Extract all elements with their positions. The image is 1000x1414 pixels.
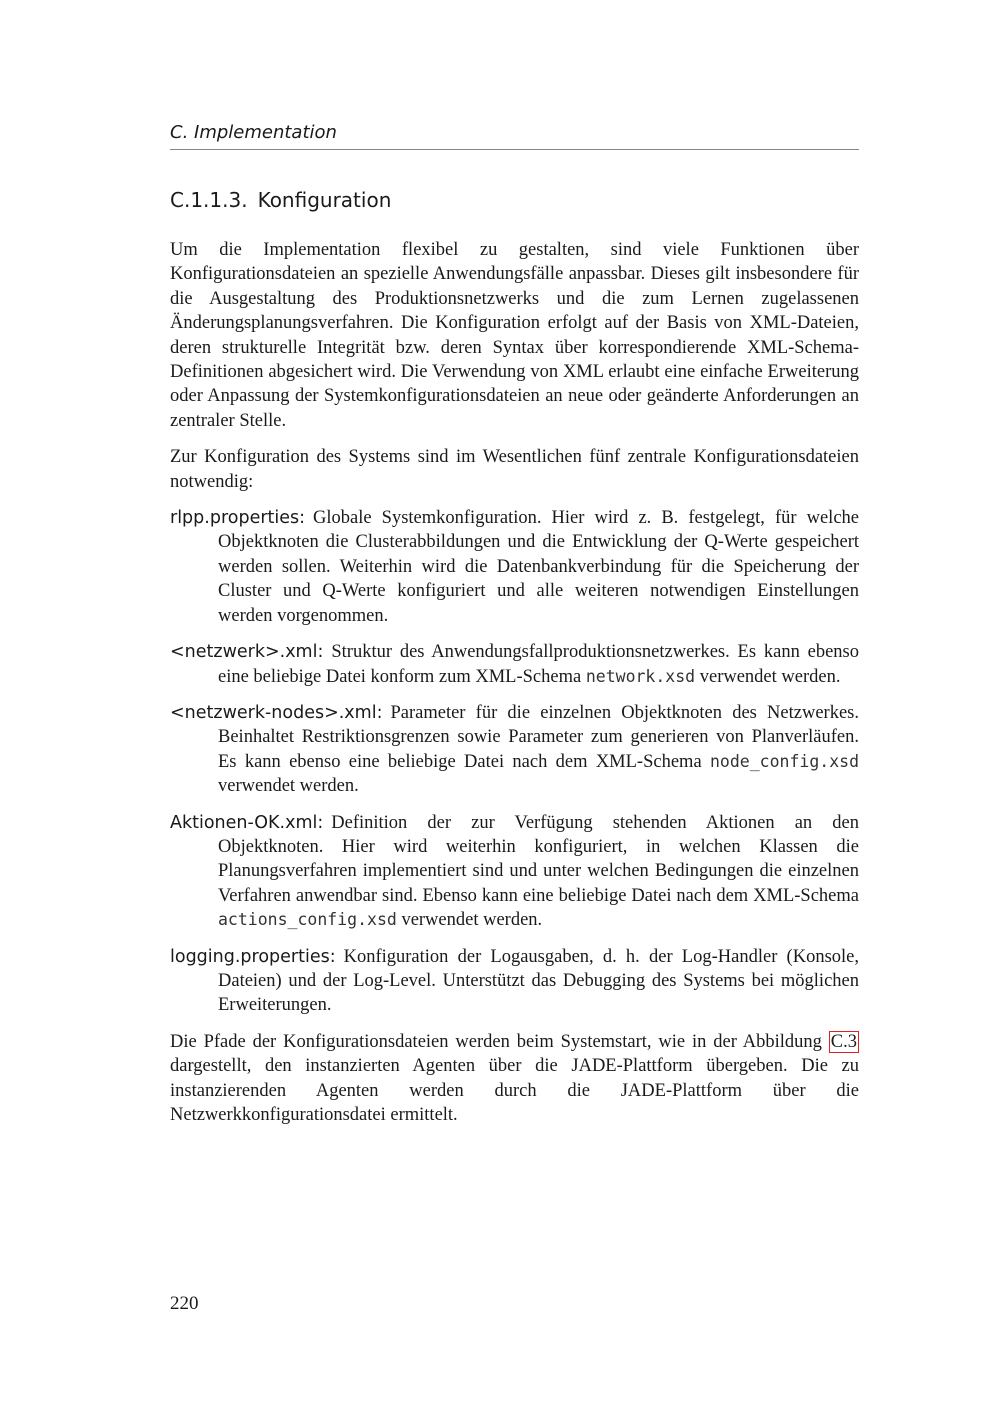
file-description: Globale Systemkonfiguration. Hier wird z. B. festgelegt, für welche Objektknoten die Clusterabbildungen und die Entwicklung der Q-Werte gespeichert werden sollen. Weiterhin wird die Datenbankverbindung für die Speicherung der Cluster und Q-Werte konfiguriert und alle weiteren notwendigen Einstellungen werden vorgenommen. bbox=[218, 508, 859, 626]
file-term: Aktionen-OK.xml: bbox=[170, 812, 324, 833]
body-text bbox=[170, 238, 859, 1139]
list-item bbox=[170, 811, 859, 933]
file-description-end: verwendet werden. bbox=[699, 666, 841, 687]
file-term: rlpp.properties: bbox=[170, 508, 306, 529]
file-term: <netzwerk-nodes>.xml: bbox=[170, 702, 383, 723]
running-title: C. Implementation bbox=[170, 122, 337, 143]
closing-paragraph bbox=[170, 1030, 859, 1128]
section-title: Konfiguration bbox=[257, 188, 392, 212]
file-description: Struktur des Anwendungsfallproduktionsnetzwerkes. Es kann ebenso eine beliebige Datei konform zum XML-Schema bbox=[218, 642, 859, 687]
schema-filename: actions_config.xsd bbox=[218, 910, 397, 930]
list-item bbox=[170, 506, 859, 628]
figure-reference-link[interactable]: C.3 bbox=[830, 1031, 857, 1052]
file-description-end: verwendet werden. bbox=[401, 910, 543, 931]
schema-filename: node_config.xsd bbox=[710, 751, 860, 771]
closing-text-start: Die Pfade der Konfigurationsdateien werden beim Systemstart, wie in der Abbildung bbox=[170, 1031, 822, 1052]
page-number: 220 bbox=[170, 1293, 199, 1314]
file-term: logging.properties: bbox=[170, 946, 336, 967]
schema-filename: network.xsd bbox=[585, 666, 696, 686]
section-heading bbox=[170, 187, 859, 213]
file-description-end: verwendet werden. bbox=[218, 776, 359, 797]
running-header bbox=[170, 122, 859, 150]
list-item bbox=[170, 945, 859, 1018]
config-file-list bbox=[170, 506, 859, 1018]
list-intro-paragraph: Zur Konfiguration des Systems sind im Wesentlichen fünf zentrale Konfigurationsdateien notwendig: bbox=[170, 447, 859, 492]
closing-text-end: dargestellt, den instanzierten Agenten über die JADE-Plattform übergeben. Die zu instanzierenden Agenten werden durch die JADE-Plattform über die Netzwerkkonfigurationsdatei ermittelt. bbox=[170, 1056, 859, 1125]
file-description: Definition der zur Verfügung stehenden Aktionen an den Objektknoten. Hier wird weiterhin konfiguriert, in welchen Klassen die Planungsverfahren implementiert sind und unter welchen Bedingungen die einzelnen Verfahren anwendbar sind. Ebenso kann eine beliebige Datei nach dem XML-Schema bbox=[218, 812, 859, 906]
section-number: C.1.1.3. bbox=[170, 188, 248, 212]
file-description: Parameter für die einzelnen Objektknoten des Netzwerkes. Beinhaltet Restriktionsgrenzen sowie Parameter zum generieren von Planverläufen. Es kann ebenso eine beliebige Datei nach dem XML-Schema bbox=[218, 702, 859, 772]
list-item bbox=[170, 701, 859, 799]
intro-paragraph: Um die Implementation flexibel zu gestalten, sind viele Funktionen über Konfigurationsdateien an spezielle Anwendungsfälle anpassbar. Dieses gilt insbesondere für die Ausgestaltung des Produktionsnetzwerks und die zum Lernen zugelassenen Änderungsplanungsverfahren. Die Konfiguration erfolgt auf der Basis von XML-Dateien, deren strukturelle Integrität bzw. deren Syntax über korrespondierende XML-Schema-Definitionen abgesichert wird. Die Verwendung von XML erlaubt eine einfache Erweiterung oder Anpassung der Systemkonfigurationsdateien an neue oder geänderte Anforderungen an zentraler Stelle. bbox=[170, 240, 859, 431]
list-item bbox=[170, 640, 859, 689]
file-term: <netzwerk>.xml: bbox=[170, 642, 324, 663]
file-description: Konfiguration der Logausgaben, d. h. der Log-Handler (Konsole, Dateien) und der Log-Level. Unterstützt das Debugging des Systems bei möglichen Erweiterungen. bbox=[218, 946, 859, 1016]
